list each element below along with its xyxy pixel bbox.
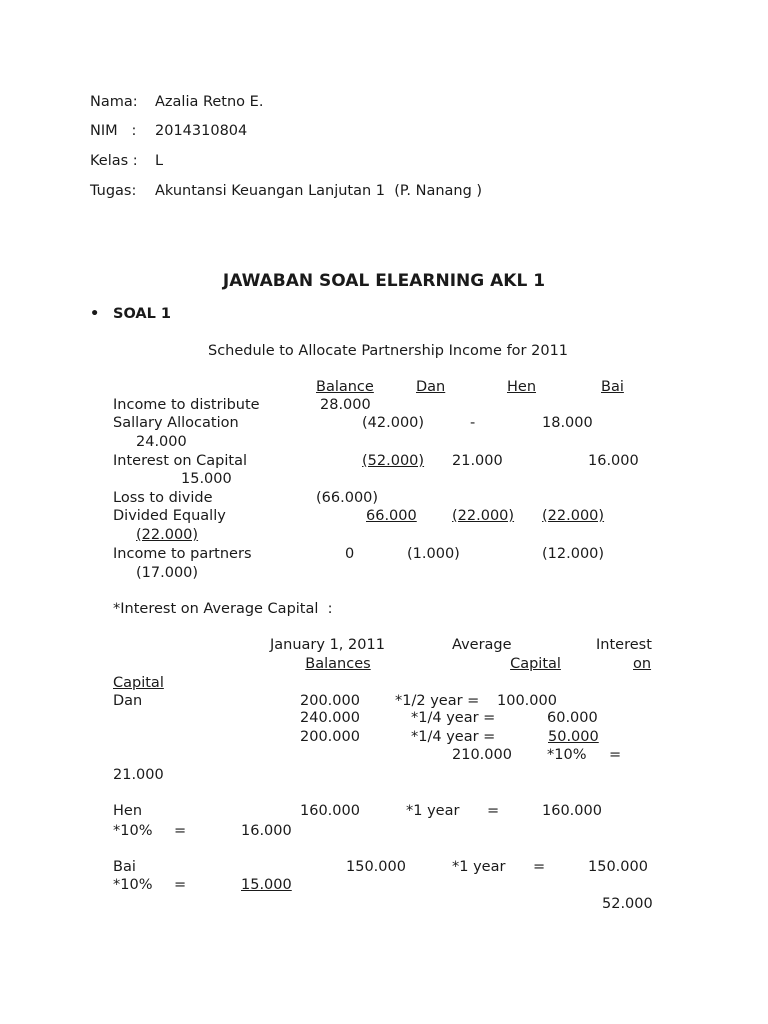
cell-value: (42.000) [362,415,425,431]
dan-factor: *1/4 year = [411,710,496,726]
dan-rate: *10% [547,747,587,763]
row-label: Income to distribute [113,397,260,413]
bullet-icon: • [90,306,100,322]
hen-label: Hen [113,803,143,819]
cell-value: 15.000 [181,471,232,487]
cell-value: 28.000 [320,397,371,413]
dan-total: 210.000 [452,747,512,763]
hen-eq: = [487,803,500,819]
col-dan: Dan [416,379,446,395]
tugas-label: Tugas: [90,183,137,199]
bai-avg: 150.000 [588,859,648,875]
cell-value: 0 [345,546,355,562]
cell-value: 18.000 [542,415,593,431]
schedule-title: Schedule to Allocate Partnership Income for 2011 [208,343,569,359]
header-jan: January 1, 2011 [270,637,385,653]
cell-value: 66.000 [366,508,417,524]
bai-factor: *1 year [452,859,506,875]
cell-value: (22.000) [452,508,515,524]
header-capital: Capital [510,656,561,672]
dan-avg: 50.000 [548,729,599,745]
dan-label: Dan [113,693,143,709]
bai-rate: *10% [113,877,153,893]
hen-avg: 160.000 [542,803,602,819]
hen-balance: 160.000 [300,803,360,819]
dan-balance: 200.000 [300,693,360,709]
cell-value: (17.000) [136,565,199,581]
bai-balance: 150.000 [346,859,406,875]
section-heading: SOAL 1 [113,306,171,322]
header-interest: Interest [596,637,652,653]
col-balance: Balance [316,379,374,395]
hen-result: 16.000 [241,823,292,839]
dan-eq: = [609,747,622,763]
row-label: Income to partners [113,546,252,562]
kelas-label: Kelas : [90,153,138,169]
interest-title: *Interest on Average Capital : [113,601,333,617]
dan-avg: 100.000 [497,693,557,709]
cell-value: (1.000) [407,546,460,562]
dan-balance: 200.000 [300,729,360,745]
grand-total: 52.000 [602,896,653,912]
cell-value: 16.000 [588,453,639,469]
nim-label: NIM : [90,123,137,139]
bai-label: Bai [113,859,136,875]
dan-factor: *1/4 year = [411,729,496,745]
cell-value: - [470,415,476,431]
row-label: Divided Equally [113,508,226,524]
kelas-value: L [155,153,164,169]
bai-eq: = [533,859,546,875]
cell-value: (22.000) [542,508,605,524]
page-title: JAWABAN SOAL ELEARNING AKL 1 [222,271,546,291]
header-on: on [633,656,652,672]
nama-label: Nama: [90,94,138,110]
row-label: Interest on Capital [113,453,247,469]
row-label: Loss to divide [113,490,213,506]
cell-value: 24.000 [136,434,187,450]
col-hen: Hen [507,379,537,395]
header-average: Average [452,637,512,653]
header-balances: Balances [305,656,371,672]
dan-balance: 240.000 [300,710,360,726]
col-bai: Bai [601,379,624,395]
dan-result: 21.000 [113,767,164,783]
header-capital2: Capital [113,675,164,691]
cell-value: 21.000 [452,453,503,469]
nama-value: Azalia Retno E. [155,94,264,110]
cell-value: (52.000) [362,453,425,469]
dan-avg: 60.000 [547,710,598,726]
cell-value: (12.000) [542,546,605,562]
hen-eq2: = [174,823,187,839]
bai-result: 15.000 [241,877,292,893]
hen-factor: *1 year [406,803,460,819]
nim-value: 2014310804 [155,123,248,139]
hen-rate: *10% [113,823,153,839]
tugas-value: Akuntansi Keuangan Lanjutan 1 (P. Nanang ) [155,183,483,199]
cell-value: (22.000) [136,527,199,543]
dan-factor: *1/2 year = [395,693,480,709]
bai-eq2: = [174,877,187,893]
row-label: Sallary Allocation [113,415,239,431]
cell-value: (66.000) [316,490,379,506]
